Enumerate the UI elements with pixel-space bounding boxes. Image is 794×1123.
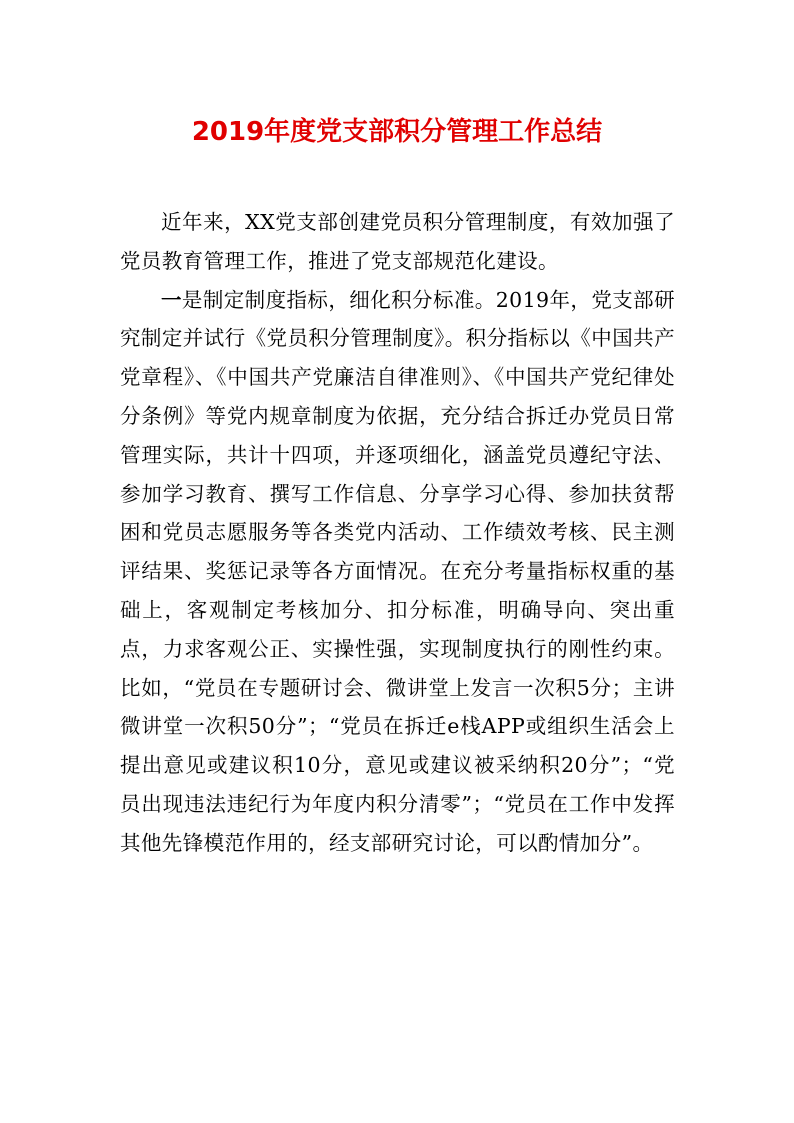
- document-body: [120, 203, 675, 863]
- section-1-paragraph: [120, 281, 675, 863]
- section-1-text: 是制定制度指标，细化积分标准。2019年，党支部研究制定并试行《党员积分管理制度》。积分指标以《中国共产党章程》、《中国共产党廉洁自律准则》、《中国共产党纪律处分条例》等党内规章制度为依据，充分结合拆迁办党员日常管理实际，共计十四项，并逐项细化，涵盖党员遵纪守法、参加学习教育、撰写工作信息、分享学习心得、参加扶贫帮困和党员志愿服务等各类党内活动、工作绩效考核、民主测评结果、奖惩记录等各方面情况。在充分考量指标权重的基础上，客观制定考核加分、扣分标准，明确导向、突出重点，力求客观公正、实操性强，实现制度执行的刚性约束。比如，“党员在专题研讨会、微讲堂上发言一次积5分；主讲微讲堂一次积50分”；“党员在拆迁e栈APP或组织生活会上提出意见或建议积10分，意见或建议被采纳积20分”；“党员出现违法违纪行为年度内积分清零”；“党员在工作中发挥其他先锋模范作用的，经支部研究讨论，可以酌情加分”。: [120, 287, 675, 855]
- section-1-lead: 一: [161, 287, 182, 312]
- intro-paragraph: 近年来，XX党支部创建党员积分管理制度，有效加强了党员教育管理工作，推进了党支部规范化建设。: [120, 210, 675, 273]
- document-title: 2019年度党支部积分管理工作总结: [191, 117, 603, 147]
